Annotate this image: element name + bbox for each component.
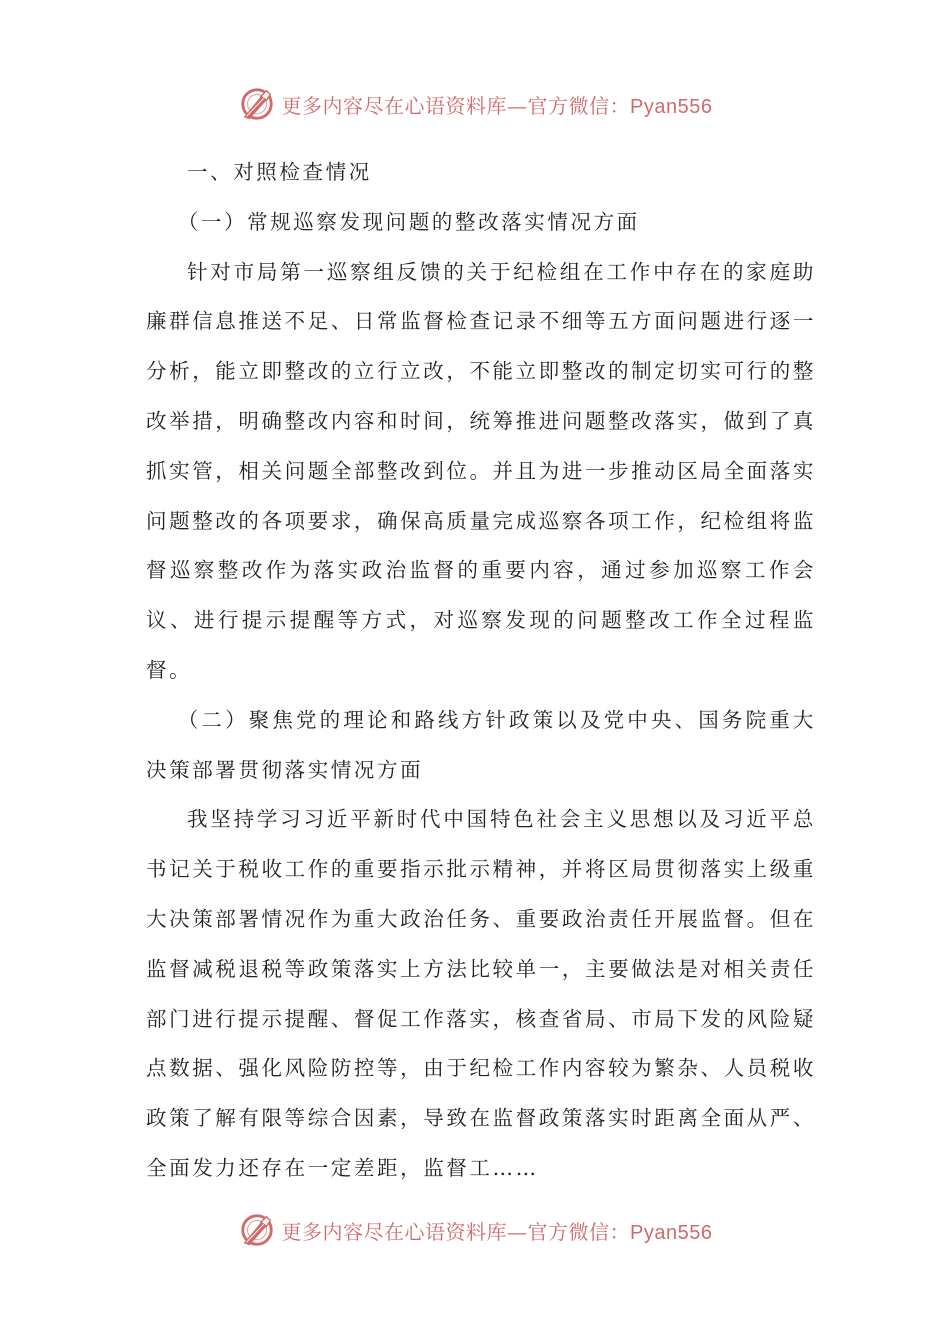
subsection-2-body: 我坚持学习习近平新时代中国特色社会主义思想以及习近平总书记关于税收工作的重要指示批示精神，并将区局贯彻落实上级重大决策部署情况作为重大政治任务、重要政治责任开展监督。但在监督减税退税等政策落实上方法比较单一，主要做法是对相关责任部门进行提示提醒、督促工作落实，核查省局、市局下发的风险疑点数据、强化风险防控等，由于纪检工作内容较为繁杂、人员税收政策了解有限等综合因素，导致在监督政策落实时距离全面从严、全面发力还存在一定差距，监督工…… [146, 807, 816, 1180]
watermark-wechat-label: 官方微信： [527, 93, 631, 118]
pen-nib-logo-icon [238, 1211, 276, 1249]
watermark-site-name: 更多内容尽在心语资料库 [281, 93, 508, 118]
subsection-1-body: 针对市局第一巡察组反馈的关于纪检组在工作中存在的家庭助廉群信息推送不足、日常监督检查记录不细等五方面问题进行逐一分析，能立即整改的立行立改，不能立即整改的制定切实可行的整改举措，明确整改内容和时间，统筹推进问题整改落实，做到了真抓实管，相关问题全部整改到位。并且为进一步推动区局全面落实问题整改的各项要求，确保高质量完成巡察各项工作，纪检组将监督巡察整改作为落实政治监督的重要内容，通过参加巡察工作会议、进行提示提醒等方式，对巡察发现的问题整改工作全过程监督。 [146, 259, 816, 682]
watermark-separator: — [507, 93, 528, 118]
watermark-site-name: 更多内容尽在心语资料库 [281, 1219, 508, 1244]
subsection-2-title: （二）聚焦党的理论和路线方针政策以及党中央、国务院重大决策部署贯彻落实情况方面 [146, 707, 816, 782]
watermark-text [282, 1216, 713, 1245]
footer-watermark [0, 1208, 950, 1252]
watermark-separator: — [507, 1219, 528, 1244]
document-body [146, 148, 816, 1194]
watermark-wechat-id: Pyan556 [630, 1221, 713, 1244]
pen-nib-logo-icon [238, 85, 276, 123]
watermark-wechat-id: Pyan556 [630, 95, 713, 118]
subsection-1-title: （一）常规巡察发现问题的整改落实情况方面 [177, 209, 640, 234]
watermark-wechat-label: 官方微信： [527, 1219, 631, 1244]
watermark-text [282, 90, 713, 119]
header-watermark [0, 82, 950, 126]
section-title: 一、对照检查情况 [187, 160, 372, 184]
